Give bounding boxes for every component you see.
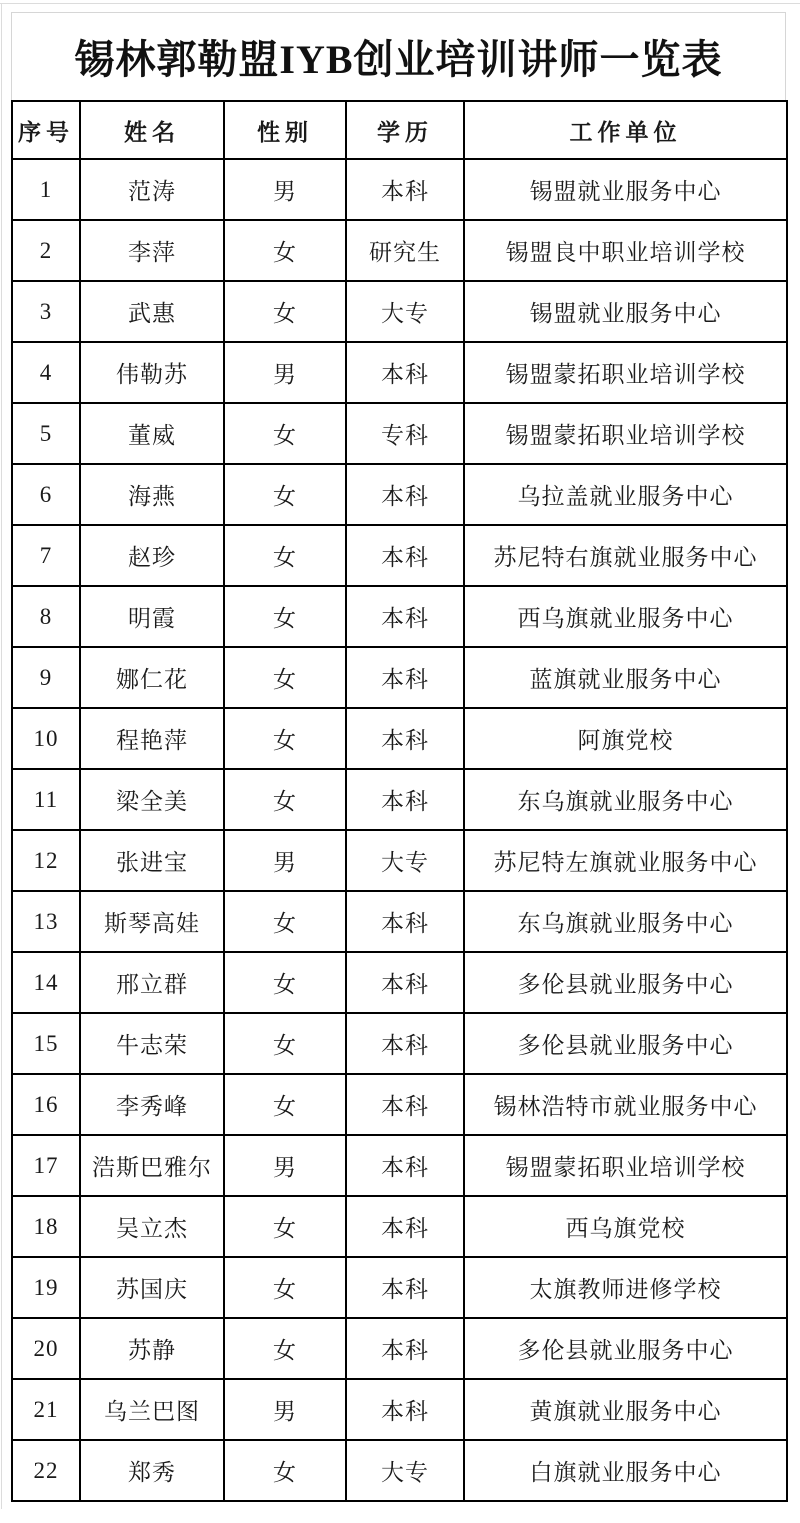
cell-workplace: 锡盟就业服务中心 [464, 159, 787, 220]
table-row [12, 464, 787, 525]
table-row [12, 952, 787, 1013]
cell-gender: 男 [224, 830, 346, 891]
cell-name: 李萍 [80, 220, 224, 281]
cell-education: 本科 [346, 586, 464, 647]
cell-workplace: 苏尼特右旗就业服务中心 [464, 525, 787, 586]
cell-workplace: 锡盟良中职业培训学校 [464, 220, 787, 281]
table-row [12, 342, 787, 403]
header-no: 序号 [12, 101, 80, 159]
cell-education: 本科 [346, 891, 464, 952]
cell-workplace: 多伦县就业服务中心 [464, 1013, 787, 1074]
page-title: 锡林郭勒盟IYB创业培训讲师一览表 [11, 12, 786, 100]
table-row [12, 1013, 787, 1074]
cell-name: 张进宝 [80, 830, 224, 891]
cell-education: 研究生 [346, 220, 464, 281]
table-row [12, 159, 787, 220]
cell-workplace: 东乌旗就业服务中心 [464, 891, 787, 952]
cell-no: 2 [12, 220, 80, 281]
cell-education: 本科 [346, 464, 464, 525]
cell-education: 本科 [346, 1196, 464, 1257]
cell-name: 乌兰巴图 [80, 1379, 224, 1440]
cell-name: 范涛 [80, 159, 224, 220]
table-row [12, 891, 787, 952]
cell-gender: 男 [224, 1135, 346, 1196]
cell-no: 1 [12, 159, 80, 220]
cell-no: 22 [12, 1440, 80, 1501]
cell-name: 赵珍 [80, 525, 224, 586]
cell-name: 娜仁花 [80, 647, 224, 708]
cell-gender: 女 [224, 281, 346, 342]
header-education: 学历 [346, 101, 464, 159]
cell-gender: 女 [224, 769, 346, 830]
cell-name: 程艳萍 [80, 708, 224, 769]
table-row [12, 647, 787, 708]
cell-name: 海燕 [80, 464, 224, 525]
cell-no: 11 [12, 769, 80, 830]
cell-no: 20 [12, 1318, 80, 1379]
cell-education: 本科 [346, 1074, 464, 1135]
cell-gender: 男 [224, 342, 346, 403]
cell-no: 18 [12, 1196, 80, 1257]
cell-gender: 女 [224, 1074, 346, 1135]
cell-name: 明霞 [80, 586, 224, 647]
cell-no: 16 [12, 1074, 80, 1135]
cell-no: 5 [12, 403, 80, 464]
cell-no: 7 [12, 525, 80, 586]
cell-education: 本科 [346, 1318, 464, 1379]
cell-education: 本科 [346, 1135, 464, 1196]
cell-no: 21 [12, 1379, 80, 1440]
faint-left-gridline [1, 3, 2, 1509]
table-row [12, 1440, 787, 1501]
table-row [12, 1379, 787, 1440]
cell-no: 12 [12, 830, 80, 891]
cell-no: 8 [12, 586, 80, 647]
cell-no: 14 [12, 952, 80, 1013]
cell-workplace: 西乌旗党校 [464, 1196, 787, 1257]
cell-gender: 女 [224, 464, 346, 525]
cell-education: 本科 [346, 708, 464, 769]
faint-top-gridline [0, 3, 800, 4]
cell-gender: 女 [224, 1013, 346, 1074]
cell-name: 牛志荣 [80, 1013, 224, 1074]
cell-name: 斯琴高娃 [80, 891, 224, 952]
table-row [12, 769, 787, 830]
table-row [12, 1257, 787, 1318]
cell-workplace: 西乌旗就业服务中心 [464, 586, 787, 647]
cell-education: 大专 [346, 830, 464, 891]
cell-no: 9 [12, 647, 80, 708]
cell-name: 梁全美 [80, 769, 224, 830]
cell-education: 本科 [346, 1379, 464, 1440]
cell-workplace: 锡盟蒙拓职业培训学校 [464, 403, 787, 464]
cell-name: 郑秀 [80, 1440, 224, 1501]
cell-gender: 女 [224, 1257, 346, 1318]
cell-name: 武惠 [80, 281, 224, 342]
cell-no: 4 [12, 342, 80, 403]
cell-name: 董威 [80, 403, 224, 464]
cell-workplace: 苏尼特左旗就业服务中心 [464, 830, 787, 891]
table-row [12, 1318, 787, 1379]
cell-education: 本科 [346, 1257, 464, 1318]
cell-no: 6 [12, 464, 80, 525]
cell-name: 伟勒苏 [80, 342, 224, 403]
cell-name: 苏国庆 [80, 1257, 224, 1318]
table-row [12, 708, 787, 769]
cell-workplace: 锡林浩特市就业服务中心 [464, 1074, 787, 1135]
header-workplace: 工作单位 [464, 101, 787, 159]
header-gender: 性别 [224, 101, 346, 159]
cell-gender: 女 [224, 1440, 346, 1501]
table-row [12, 1196, 787, 1257]
cell-gender: 女 [224, 1318, 346, 1379]
cell-education: 本科 [346, 952, 464, 1013]
cell-name: 邢立群 [80, 952, 224, 1013]
cell-no: 3 [12, 281, 80, 342]
cell-workplace: 多伦县就业服务中心 [464, 952, 787, 1013]
table-row [12, 403, 787, 464]
cell-workplace: 东乌旗就业服务中心 [464, 769, 787, 830]
cell-workplace: 阿旗党校 [464, 708, 787, 769]
table-row [12, 830, 787, 891]
cell-education: 本科 [346, 159, 464, 220]
cell-workplace: 锡盟蒙拓职业培训学校 [464, 1135, 787, 1196]
cell-education: 本科 [346, 647, 464, 708]
cell-gender: 女 [224, 403, 346, 464]
cell-gender: 男 [224, 1379, 346, 1440]
cell-workplace: 多伦县就业服务中心 [464, 1318, 787, 1379]
cell-workplace: 太旗教师进修学校 [464, 1257, 787, 1318]
cell-education: 专科 [346, 403, 464, 464]
cell-education: 本科 [346, 342, 464, 403]
cell-workplace: 锡盟蒙拓职业培训学校 [464, 342, 787, 403]
cell-gender: 女 [224, 525, 346, 586]
table-row [12, 586, 787, 647]
cell-gender: 女 [224, 647, 346, 708]
cell-name: 浩斯巴雅尔 [80, 1135, 224, 1196]
cell-gender: 女 [224, 708, 346, 769]
cell-education: 本科 [346, 1013, 464, 1074]
cell-no: 13 [12, 891, 80, 952]
cell-name: 吴立杰 [80, 1196, 224, 1257]
cell-education: 本科 [346, 769, 464, 830]
table-row [12, 220, 787, 281]
cell-workplace: 乌拉盖就业服务中心 [464, 464, 787, 525]
table-header-row [12, 101, 787, 159]
cell-gender: 女 [224, 220, 346, 281]
cell-gender: 女 [224, 586, 346, 647]
cell-no: 17 [12, 1135, 80, 1196]
cell-name: 苏静 [80, 1318, 224, 1379]
cell-workplace: 锡盟就业服务中心 [464, 281, 787, 342]
header-name: 姓名 [80, 101, 224, 159]
cell-no: 19 [12, 1257, 80, 1318]
cell-gender: 男 [224, 159, 346, 220]
cell-workplace: 白旗就业服务中心 [464, 1440, 787, 1501]
table-row [12, 1135, 787, 1196]
cell-workplace: 蓝旗就业服务中心 [464, 647, 787, 708]
lecturer-table [11, 100, 788, 1502]
cell-no: 10 [12, 708, 80, 769]
cell-name: 李秀峰 [80, 1074, 224, 1135]
cell-workplace: 黄旗就业服务中心 [464, 1379, 787, 1440]
table-row [12, 281, 787, 342]
cell-gender: 女 [224, 891, 346, 952]
cell-gender: 女 [224, 952, 346, 1013]
cell-no: 15 [12, 1013, 80, 1074]
table-row [12, 525, 787, 586]
table-row [12, 1074, 787, 1135]
cell-education: 本科 [346, 525, 464, 586]
cell-education: 大专 [346, 281, 464, 342]
cell-education: 大专 [346, 1440, 464, 1501]
cell-gender: 女 [224, 1196, 346, 1257]
